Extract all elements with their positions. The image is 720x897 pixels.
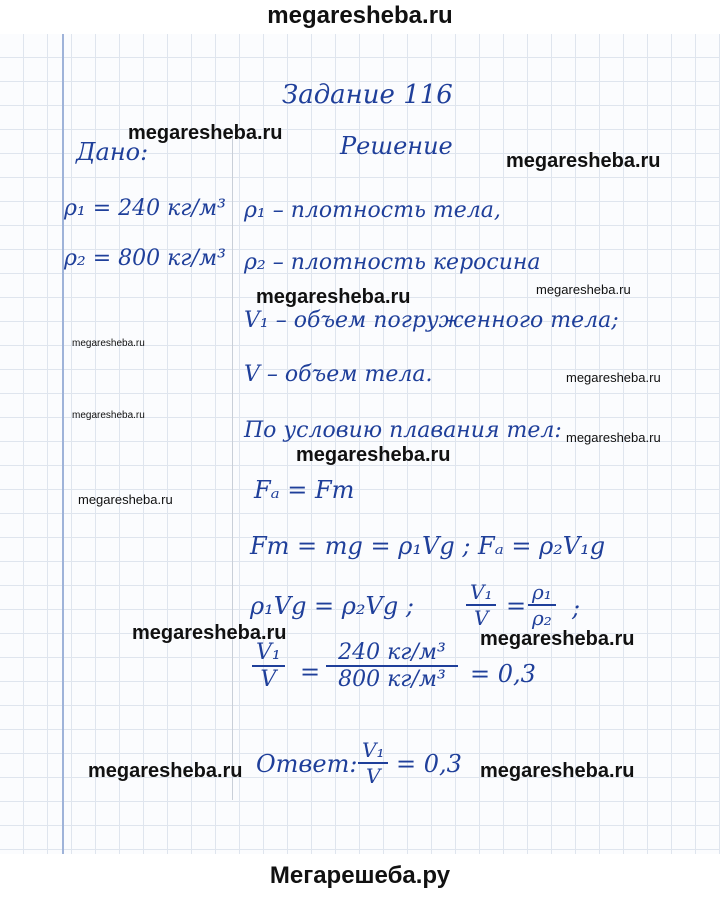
watermark: megaresheba.ru	[566, 370, 661, 385]
watermark: megaresheba.ru	[480, 628, 635, 650]
watermark: megaresheba.ru	[72, 338, 145, 349]
margin-line	[62, 34, 64, 854]
force-expressions: Fт = mg = ρ₁Vg ; Fₐ = ρ₂V₁g	[250, 532, 606, 560]
watermark: megaresheba.ru	[566, 430, 661, 445]
calc-equals: =	[300, 658, 321, 686]
ratio-density-fraction	[528, 580, 556, 630]
calc-density-num: 240 кг/м³	[326, 640, 458, 667]
calc-volume-fraction	[252, 640, 285, 692]
answer-value: = 0,3	[396, 750, 462, 778]
ratio-volume-den: V	[474, 606, 489, 630]
watermark: megaresheba.ru	[88, 760, 243, 782]
watermark: megaresheba.ru	[256, 286, 411, 308]
given-density-2: ρ₂ = 800 кг/м³	[64, 246, 226, 271]
answer-label: Ответ:	[256, 750, 358, 778]
solution-line-5: По условию плавания тел:	[244, 418, 562, 443]
ratio-tail: ;	[572, 594, 581, 622]
calc-volume-den: V	[260, 667, 277, 692]
ratio-density-num: ρ₁	[528, 580, 556, 606]
solution-line-3: V₁ – объем погруженного тела;	[244, 308, 619, 333]
given-density-1: ρ₁ = 240 кг/м³	[64, 196, 226, 221]
force-equality: Fₐ = Fт	[254, 476, 355, 504]
calc-density-den: 800 кг/м³	[338, 667, 446, 692]
ratio-volume-fraction	[466, 580, 496, 630]
watermark: megaresheba.ru	[128, 122, 283, 144]
site-footer: Мегарешеба.ру	[269, 862, 451, 889]
ratio-equals: =	[506, 592, 527, 620]
answer-num: V₁	[358, 738, 388, 764]
watermark: megaresheba.ru	[536, 282, 631, 297]
watermark: megaresheba.ru	[78, 492, 173, 507]
given-solution-divider	[232, 130, 233, 800]
watermark: megaresheba.ru	[506, 150, 661, 172]
solution-line-2: ρ₂ – плотность керосина	[244, 250, 541, 275]
calc-density-fraction	[326, 640, 458, 692]
ratio-volume-num: V₁	[466, 580, 496, 606]
given-heading: Дано:	[76, 138, 149, 166]
site-header: megaresheba.ru	[267, 2, 453, 29]
answer-fraction	[358, 738, 388, 788]
task-title: Задание 116	[282, 80, 453, 110]
solution-line-4: V – объем тела.	[244, 362, 433, 387]
watermark: megaresheba.ru	[132, 622, 287, 644]
answer-den: V	[366, 764, 381, 788]
solution-line-1: ρ₁ – плотность тела,	[244, 198, 501, 223]
calc-result: = 0,3	[470, 660, 536, 688]
watermark: megaresheba.ru	[72, 410, 145, 421]
calc-volume-num: V₁	[252, 640, 285, 667]
solution-heading: Решение	[340, 132, 453, 160]
watermark: megaresheba.ru	[480, 760, 635, 782]
density-equation: ρ₁Vg = ρ₂Vg ;	[250, 592, 414, 620]
watermark: megaresheba.ru	[296, 444, 451, 466]
ratio-density-den: ρ₂	[532, 606, 552, 630]
